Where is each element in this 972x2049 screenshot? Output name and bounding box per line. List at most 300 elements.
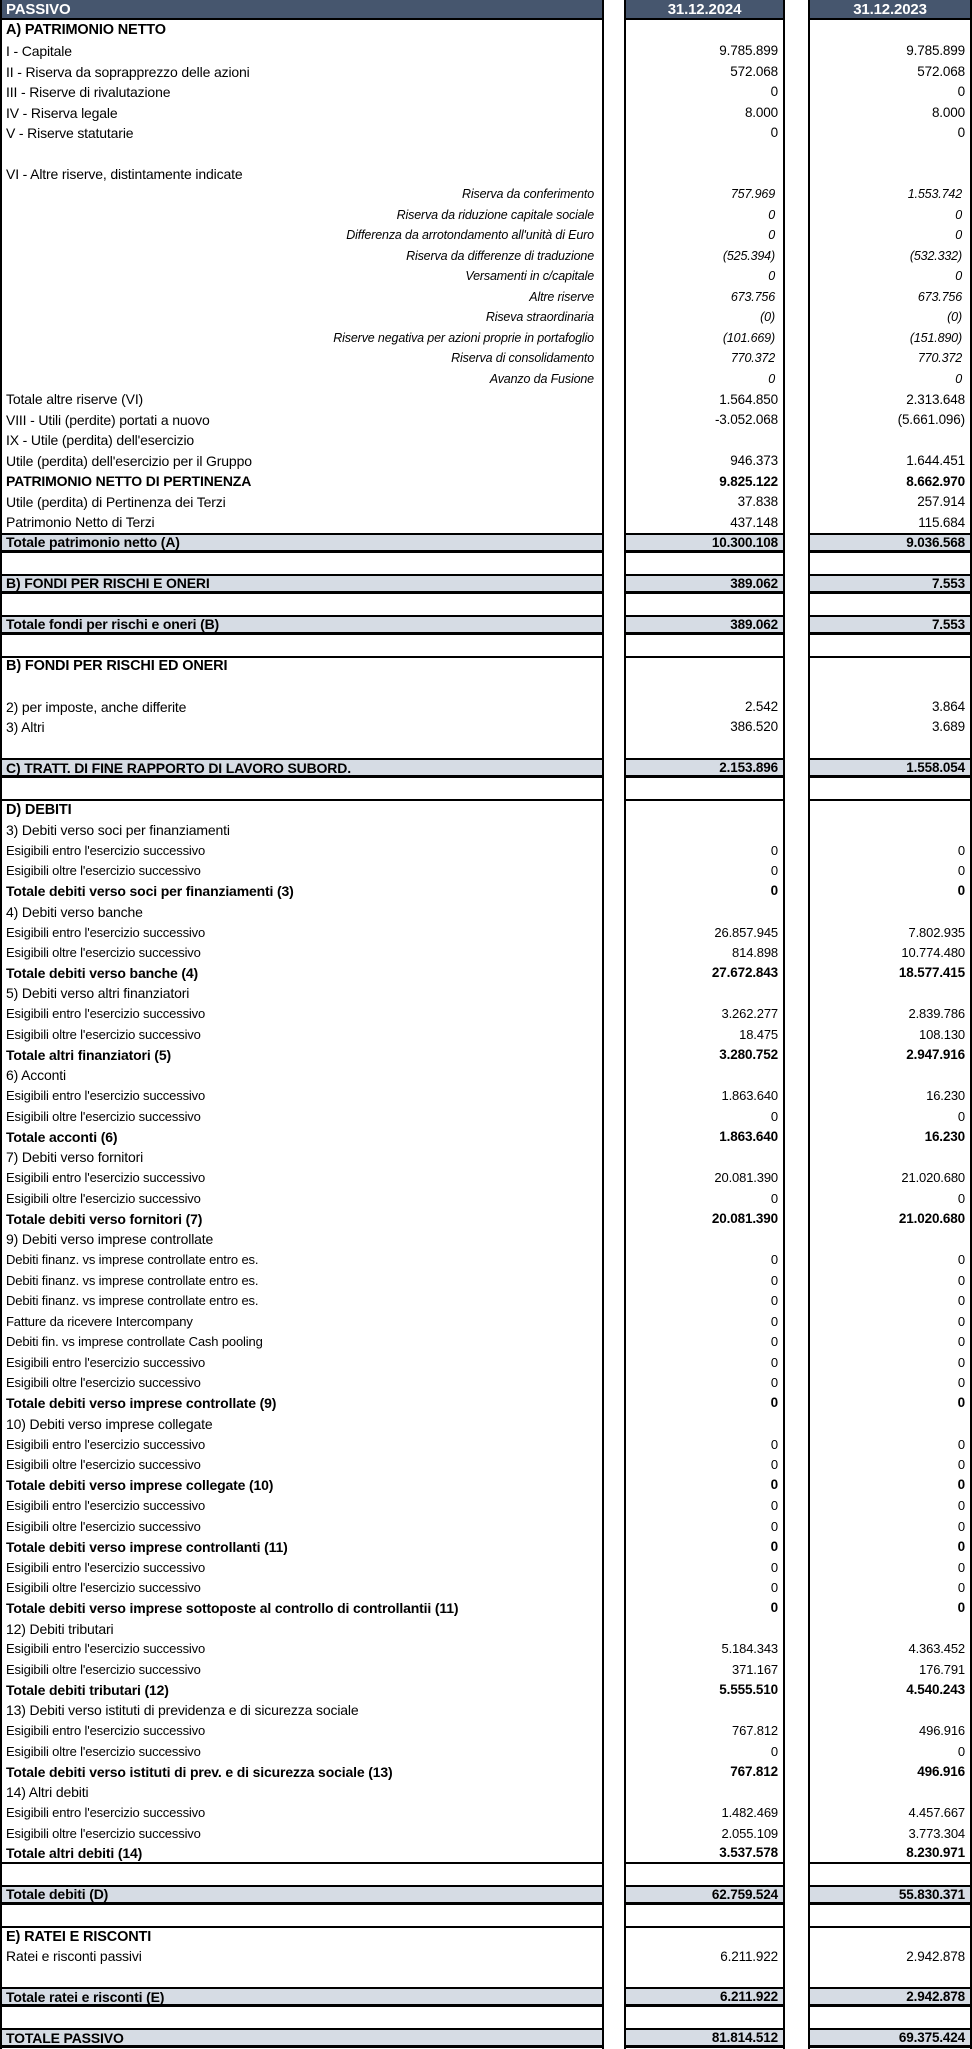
spacer-row <box>2 553 602 573</box>
value-2023: 69.375.424 <box>810 2028 970 2048</box>
column-2023 <box>808 0 972 2049</box>
value-2023: 0 <box>955 228 962 243</box>
value-2024: 0 <box>770 1457 778 1473</box>
spacer-cell <box>810 1967 970 1987</box>
value-2024: 9.785.899 <box>719 43 778 59</box>
value-2024: 0 <box>770 1272 778 1288</box>
value-2024: 0 <box>770 1559 778 1575</box>
value-2024: 8.000 <box>744 104 778 120</box>
value-2023: 770.372 <box>917 351 962 366</box>
value-2024: 386.520 <box>730 719 778 735</box>
row-label: Esigibili oltre l'esercizio successivo <box>6 1580 201 1596</box>
value-2023: 7.553 <box>810 574 970 594</box>
row-label: Differenza da arrotondamento all'unità di Euro <box>346 228 594 243</box>
spacer-row <box>2 737 602 757</box>
column-header-2023: 31.12.2023 <box>810 0 970 20</box>
value-2024: 389.062 <box>626 615 783 635</box>
value-2024 <box>626 819 783 839</box>
spacer-cell <box>810 594 970 614</box>
value-2023 <box>810 799 970 819</box>
value-2023: 18.577.415 <box>898 965 965 981</box>
value-2023: 1.558.054 <box>810 758 970 778</box>
value-2024: 5.184.343 <box>721 1641 778 1657</box>
value-2023: 16.230 <box>924 1129 965 1145</box>
value-2023: 115.684 <box>918 514 965 530</box>
value-2024: 1.564.850 <box>719 391 778 407</box>
row-label: 10) Debiti verso imprese collegate <box>6 1415 213 1432</box>
value-2023: 0 <box>957 1375 965 1391</box>
row-label: II - Riserva da soprapprezzo delle azioni <box>6 63 250 80</box>
value-2023: 108.130 <box>919 1026 965 1042</box>
value-2023: (532.332) <box>909 248 962 263</box>
value-2024 <box>626 983 783 1003</box>
spacer-cell <box>626 1905 783 1925</box>
value-2023: 3.689 <box>931 719 965 735</box>
value-2024 <box>626 1618 783 1638</box>
row-label: 12) Debiti tributari <box>6 1620 114 1637</box>
value-2024: 1.482.469 <box>721 1805 778 1821</box>
row-label: Totale debiti verso imprese controllanti (11) <box>6 1538 288 1555</box>
value-2023: 0 <box>957 1477 965 1493</box>
value-2023: 1.553.742 <box>907 187 962 202</box>
row-label: Totale debiti verso istituti di prev. e di sicurezza sociale (13) <box>6 1763 393 1780</box>
value-2023: 572.068 <box>917 63 965 79</box>
spacer-row <box>2 2007 602 2027</box>
value-2024: 1.863.640 <box>721 1088 778 1104</box>
spacer-cell <box>810 143 970 163</box>
row-label: Esigibili oltre l'esercizio successivo <box>6 1190 201 1206</box>
row-label: Totale debiti tributari (12) <box>6 1681 169 1698</box>
value-2024 <box>626 1413 783 1433</box>
value-2024: 0 <box>770 1395 778 1411</box>
value-2023: 0 <box>957 1293 965 1309</box>
value-2024: 0 <box>770 1354 778 1370</box>
value-2023 <box>810 164 970 184</box>
value-2023 <box>810 819 970 839</box>
spacer-cell <box>626 1864 783 1884</box>
row-label: VIII - Utili (perdite) portati a nuovo <box>6 411 210 428</box>
value-2024 <box>626 799 783 819</box>
value-2023: 16.230 <box>926 1088 965 1104</box>
value-2023: 0 <box>957 1559 965 1575</box>
spacer-row <box>2 1905 602 1925</box>
value-2024: 371.167 <box>732 1661 778 1677</box>
value-2024 <box>626 1065 783 1085</box>
value-2024: 81.814.512 <box>626 2028 783 2048</box>
value-2024: 0 <box>770 863 778 879</box>
value-2023 <box>810 983 970 1003</box>
table-title: PASSIVO <box>2 0 602 20</box>
value-2024: 0 <box>770 1436 778 1452</box>
row-label: B) FONDI PER RISCHI E ONERI <box>2 574 602 594</box>
value-2023: 0 <box>957 1313 965 1329</box>
row-label: Esigibili entro l'esercizio successivo <box>6 1805 206 1821</box>
value-2023: 496.916 <box>919 1723 965 1739</box>
row-label: Esigibili entro l'esercizio successivo <box>6 1354 206 1370</box>
row-label: 4) Debiti verso banche <box>6 903 143 920</box>
row-label: Debiti fin. vs imprese controllate Cash pooling <box>6 1334 263 1350</box>
value-2023 <box>810 1065 970 1085</box>
value-2023: 4.363.452 <box>908 1641 965 1657</box>
spacer-cell <box>810 676 970 696</box>
row-label: Esigibili oltre l'esercizio successivo <box>6 1108 201 1124</box>
row-label: Totale altri debiti (14) <box>2 1844 602 1864</box>
row-label: Esigibili entro l'esercizio successivo <box>6 1723 206 1739</box>
row-label: Esigibili entro l'esercizio successivo <box>6 1641 206 1657</box>
value-2024: 0 <box>770 1477 778 1493</box>
value-2023: 8.230.971 <box>810 1844 970 1864</box>
value-2023: 0 <box>955 371 962 386</box>
row-label: Riserva da conferimento <box>461 187 594 202</box>
value-2024: 18.475 <box>739 1026 778 1042</box>
spacer-cell <box>626 594 783 614</box>
value-2024: 0 <box>768 207 775 222</box>
value-2024: -3.052.068 <box>714 412 778 428</box>
value-2024: 0 <box>768 269 775 284</box>
row-label: Esigibili entro l'esercizio successivo <box>6 1088 206 1104</box>
value-2023: 0 <box>957 1600 965 1616</box>
value-2024: 572.068 <box>730 63 778 79</box>
row-label: B) FONDI PER RISCHI ED ONERI <box>2 656 602 676</box>
value-2023: 0 <box>957 1334 965 1350</box>
value-2023: 7.802.935 <box>908 924 965 940</box>
value-2023: 21.020.680 <box>901 1170 965 1186</box>
row-label: Riserva da riduzione capitale sociale <box>396 207 594 222</box>
row-label: Debiti finanz. vs imprese controllate entro es. <box>6 1252 259 1268</box>
row-label: I - Capitale <box>6 43 72 60</box>
value-2023: 2.942.878 <box>810 1987 970 2007</box>
spacer-cell <box>626 676 783 696</box>
value-2023: (5.661.096) <box>897 412 965 428</box>
value-2024: 2.542 <box>744 698 778 714</box>
row-label: E) RATEI E RISCONTI <box>2 1926 602 1946</box>
value-2023: 3.864 <box>931 698 965 714</box>
value-2023: 0 <box>957 125 965 141</box>
value-2023: 0 <box>955 207 962 222</box>
value-2023 <box>810 1618 970 1638</box>
row-label: Utile (perdita) dell'esercizio per il Gruppo <box>6 452 252 469</box>
row-label: 2) per imposte, anche differite <box>6 698 187 715</box>
row-label: C) TRATT. DI FINE RAPPORTO DI LAVORO SUBORD. <box>2 758 602 778</box>
row-label: Esigibili entro l'esercizio successivo <box>6 842 206 858</box>
spacer-cell <box>810 1864 970 1884</box>
row-label: Esigibili oltre l'esercizio successivo <box>6 1518 201 1534</box>
value-2023: 2.313.648 <box>906 391 965 407</box>
row-label: 6) Acconti <box>6 1067 66 1084</box>
value-2024: 0 <box>768 228 775 243</box>
value-2024: 1.863.640 <box>719 1129 778 1145</box>
value-2023: 1.644.451 <box>906 453 965 469</box>
row-label: Esigibili oltre l'esercizio successivo <box>6 863 201 879</box>
row-label: 3) Debiti verso soci per finanziamenti <box>6 821 230 838</box>
value-2023: 0 <box>957 1538 965 1554</box>
spacer-cell <box>626 635 783 655</box>
value-2024: 0 <box>770 1313 778 1329</box>
row-label: Totale altre riserve (VI) <box>6 391 144 408</box>
value-2023: 496.916 <box>917 1764 965 1780</box>
value-2024: 0 <box>770 1293 778 1309</box>
value-2023: 2.942.878 <box>906 1948 965 1964</box>
row-label: 7) Debiti verso fornitori <box>6 1149 144 1166</box>
value-2024 <box>626 1782 783 1802</box>
value-2024: 27.672.843 <box>711 965 778 981</box>
value-2024: 26.857.945 <box>714 924 778 940</box>
value-2023: 0 <box>957 1498 965 1514</box>
value-2023 <box>810 1782 970 1802</box>
spacer-cell <box>626 143 783 163</box>
value-2024: 0 <box>770 1518 778 1534</box>
value-2024: 0 <box>770 1538 778 1554</box>
row-label: Esigibili oltre l'esercizio successivo <box>6 1375 201 1391</box>
row-label: Totale debiti verso imprese sottoposte al controllo di controllantii (11) <box>6 1600 459 1617</box>
value-2023: 0 <box>957 1518 965 1534</box>
value-2023: (0) <box>947 310 962 325</box>
value-2024: 62.759.524 <box>626 1885 783 1905</box>
value-2024 <box>626 1700 783 1720</box>
value-2024: (0) <box>760 310 775 325</box>
row-label: Esigibili entro l'esercizio successivo <box>6 1498 206 1514</box>
row-label: Debiti finanz. vs imprese controllate entro es. <box>6 1293 259 1309</box>
value-2024: 437.148 <box>730 514 778 530</box>
row-label: Ratei e risconti passivi <box>6 1948 142 1965</box>
value-2023: 176.791 <box>919 1661 965 1677</box>
value-2023: 4.457.667 <box>908 1805 965 1821</box>
value-2023 <box>810 1229 970 1249</box>
row-label: Totale debiti (D) <box>2 1885 602 1905</box>
row-label: Totale debiti verso soci per finanziamenti (3) <box>6 883 294 900</box>
value-2024 <box>626 430 783 450</box>
spacer-row <box>2 778 602 798</box>
row-label: VI - Altre riserve, distintamente indicate <box>6 166 243 183</box>
value-2024: 0 <box>770 1580 778 1596</box>
row-label: Totale fondi per rischi e oneri (B) <box>2 615 602 635</box>
spacer-cell <box>626 778 783 798</box>
value-2023: 0 <box>957 1108 965 1124</box>
value-2023: 0 <box>957 1395 965 1411</box>
value-2023 <box>810 430 970 450</box>
value-2023: 0 <box>957 1743 965 1759</box>
value-2023: 0 <box>957 1354 965 1370</box>
value-2023: 55.830.371 <box>810 1885 970 1905</box>
row-label: A) PATRIMONIO NETTO <box>6 22 166 39</box>
row-label: IV - Riserva legale <box>6 104 118 121</box>
row-label: Esigibili entro l'esercizio successivo <box>6 1436 206 1452</box>
value-2024: 10.300.108 <box>626 533 783 553</box>
value-2024: (101.669) <box>722 330 775 345</box>
value-2024: 0 <box>770 1743 778 1759</box>
value-2024: 37.838 <box>737 494 778 510</box>
value-2024: 757.969 <box>730 187 775 202</box>
value-2024: 767.812 <box>732 1723 778 1739</box>
value-2024: 767.812 <box>730 1764 778 1780</box>
value-2024: (525.394) <box>722 248 775 263</box>
row-label: Totale debiti verso imprese collegate (10) <box>6 1477 274 1494</box>
value-2024: 0 <box>768 371 775 386</box>
value-2024: 0 <box>770 883 778 899</box>
value-2023 <box>810 1413 970 1433</box>
spacer-cell <box>626 737 783 757</box>
row-label: Riserve negativa per azioni proprie in portafoglio <box>333 330 594 345</box>
spacer-cell <box>810 635 970 655</box>
value-2024: 0 <box>770 1600 778 1616</box>
value-2024: 2.153.896 <box>626 758 783 778</box>
value-2024: 6.211.922 <box>626 1987 783 2007</box>
value-2023: 7.553 <box>810 615 970 635</box>
spacer-row <box>2 594 602 614</box>
row-label: 14) Altri debiti <box>6 1784 89 1801</box>
row-label: Fatture da ricevere Intercompany <box>6 1313 193 1329</box>
row-label: IX - Utile (perdita) dell'esercizio <box>6 432 195 449</box>
value-2024: 673.756 <box>730 289 775 304</box>
value-2024: 0 <box>770 1190 778 1206</box>
spacer-row <box>2 635 602 655</box>
row-label: PATRIMONIO NETTO DI PERTINENZA <box>6 473 252 490</box>
row-label: Totale acconti (6) <box>6 1128 118 1145</box>
row-label: Totale patrimonio netto (A) <box>2 533 602 553</box>
value-2024: 9.825.122 <box>719 473 778 489</box>
row-label: TOTALE PASSIVO <box>2 2028 602 2048</box>
row-label: Totale debiti verso banche (4) <box>6 965 199 981</box>
value-2024: 3.262.277 <box>721 1006 778 1022</box>
value-2023 <box>810 1700 970 1720</box>
value-2024: 0 <box>770 1498 778 1514</box>
value-2023: 8.662.970 <box>906 473 965 489</box>
value-2024: 0 <box>770 84 778 100</box>
row-label: 3) Altri <box>6 719 45 736</box>
value-2023: 0 <box>957 1436 965 1452</box>
value-2023: 0 <box>955 269 962 284</box>
value-2023 <box>810 901 970 921</box>
value-2023: 9.036.568 <box>810 533 970 553</box>
value-2023: 0 <box>957 1252 965 1268</box>
spacer-cell <box>810 778 970 798</box>
value-2024: 2.055.109 <box>721 1825 778 1841</box>
value-2024: 3.280.752 <box>719 1047 778 1063</box>
spacer-cell <box>626 2007 783 2027</box>
value-2023: 2.947.916 <box>906 1047 965 1063</box>
spacer-cell <box>626 553 783 573</box>
row-label: Esigibili oltre l'esercizio successivo <box>6 1661 201 1677</box>
value-2023 <box>810 656 970 676</box>
value-2023: 0 <box>957 1457 965 1473</box>
row-label: Totale debiti verso fornitori (7) <box>6 1210 203 1227</box>
value-2023: 9.785.899 <box>906 43 965 59</box>
value-2023: (151.890) <box>909 330 962 345</box>
value-2024: 0 <box>770 842 778 858</box>
row-label: Totale ratei e risconti (E) <box>2 1987 602 2007</box>
row-label: Riserva da differenze di traduzione <box>406 248 594 263</box>
row-label: Esigibili oltre l'esercizio successivo <box>6 1743 201 1759</box>
value-2024: 0 <box>770 1108 778 1124</box>
row-label: Esigibili oltre l'esercizio successivo <box>6 1457 201 1473</box>
spacer-cell <box>810 553 970 573</box>
value-2024: 20.081.390 <box>711 1211 778 1227</box>
value-2024 <box>626 1147 783 1167</box>
row-label: Utile (perdita) di Pertinenza dei Terzi <box>6 493 226 510</box>
value-2023 <box>810 20 970 40</box>
value-2024: 0 <box>770 125 778 141</box>
value-2024: 770.372 <box>730 351 775 366</box>
value-2023 <box>810 1147 970 1167</box>
value-2024 <box>626 1229 783 1249</box>
row-label: 13) Debiti verso istituti di previdenza e di sicurezza sociale <box>6 1702 359 1719</box>
value-2024 <box>626 20 783 40</box>
value-2023: 0 <box>957 883 965 899</box>
value-2023: 10.774.480 <box>901 945 965 961</box>
column-2024 <box>624 0 785 2049</box>
spacer-cell <box>810 1905 970 1925</box>
column-header-2024: 31.12.2024 <box>626 0 783 20</box>
value-2024 <box>626 1926 783 1946</box>
value-2024: 5.555.510 <box>719 1682 778 1698</box>
row-label: Esigibili entro l'esercizio successivo <box>6 1170 206 1186</box>
value-2024: 814.898 <box>732 945 778 961</box>
value-2023: 2.839.786 <box>908 1006 965 1022</box>
row-label: 9) Debiti verso imprese controllate <box>6 1231 214 1248</box>
value-2024: 946.373 <box>730 453 778 469</box>
row-label: D) DEBITI <box>2 799 602 819</box>
value-2024 <box>626 656 783 676</box>
row-label: Debiti finanz. vs imprese controllate entro es. <box>6 1272 259 1288</box>
row-label: Esigibili entro l'esercizio successivo <box>6 1559 206 1575</box>
value-2024: 0 <box>770 1334 778 1350</box>
value-2024: 6.211.922 <box>720 1948 778 1964</box>
row-label: Altre riserve <box>529 289 594 304</box>
value-2023 <box>810 1926 970 1946</box>
value-2023: 8.000 <box>931 104 965 120</box>
value-2023: 0 <box>957 1272 965 1288</box>
spacer-cell <box>810 737 970 757</box>
spacer-row <box>2 1967 602 1987</box>
row-label: Totale altri finanziatori (5) <box>6 1046 171 1063</box>
row-label: Esigibili entro l'esercizio successivo <box>6 924 206 940</box>
spacer-cell <box>626 1967 783 1987</box>
value-2024: 389.062 <box>626 574 783 594</box>
value-2023: 0 <box>957 863 965 879</box>
value-2023: 0 <box>957 1190 965 1206</box>
value-2023: 4.540.243 <box>906 1682 965 1698</box>
value-2024: 20.081.390 <box>714 1170 778 1186</box>
row-label: Riseva straordinaria <box>485 310 594 325</box>
row-label: Esigibili entro l'esercizio successivo <box>6 1006 206 1022</box>
value-2023: 0 <box>957 84 965 100</box>
value-2023: 0 <box>957 1580 965 1596</box>
row-label: 5) Debiti verso altri finanziatori <box>6 985 190 1002</box>
value-2023: 3.773.304 <box>908 1825 965 1841</box>
row-label: Avanzo da Fusione <box>489 371 594 386</box>
spacer-row <box>2 676 602 696</box>
row-label: III - Riserve di rivalutazione <box>6 84 171 101</box>
row-label: Riserva di consolidamento <box>451 351 594 366</box>
value-2023: 21.020.680 <box>898 1211 965 1227</box>
value-2024: 0 <box>770 1252 778 1268</box>
spacer-row <box>2 1864 602 1884</box>
spacer-row <box>2 143 602 163</box>
row-label: Patrimonio Netto di Terzi <box>6 514 155 531</box>
value-2024: 3.537.578 <box>626 1844 783 1864</box>
row-label: V - Riserve statutarie <box>6 125 134 142</box>
value-2023: 0 <box>957 842 965 858</box>
value-2024 <box>626 164 783 184</box>
value-2023: 257.914 <box>917 494 965 510</box>
value-2024: 0 <box>770 1375 778 1391</box>
row-label: Versamenti in c/capitale <box>465 269 594 284</box>
value-2024 <box>626 901 783 921</box>
row-label: Esigibili oltre l'esercizio successivo <box>6 1026 201 1042</box>
spacer-cell <box>810 2007 970 2027</box>
row-label: Esigibili oltre l'esercizio successivo <box>6 945 201 961</box>
row-label: Esigibili oltre l'esercizio successivo <box>6 1825 201 1841</box>
